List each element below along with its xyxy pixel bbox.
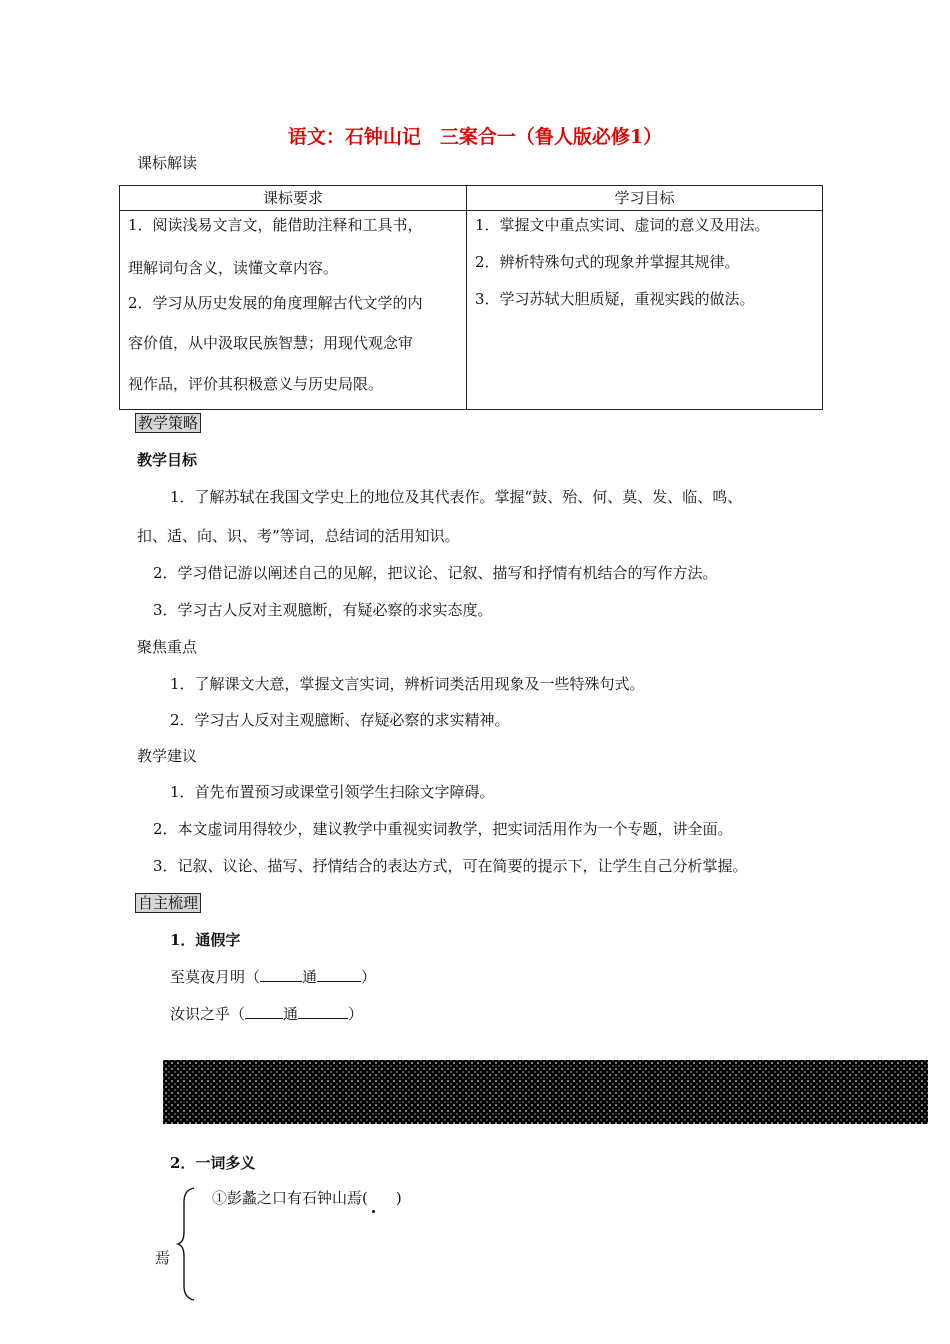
curly-brace-icon (176, 1186, 200, 1302)
goals-heading: 教学目标 (137, 451, 198, 469)
goal-text: 2．学习借记游以阐述自己的见解，把议论、记叙、描写和抒情有机结合的写作方法。 (153, 564, 718, 582)
focus-heading: 聚焦重点 (137, 638, 198, 656)
requirement-line: 视作品，评价其积极意义与历史局限。 (128, 375, 384, 393)
answer-blank[interactable] (317, 967, 361, 982)
page-title: 语文：石钟山记 三案合一（鲁人版必修1） (287, 126, 663, 148)
goal-line: 3．学习苏轼大胆质疑，重视实践的做法。 (475, 290, 755, 308)
duoyi-word: 焉 (155, 1249, 171, 1267)
halftone-banner (163, 1060, 928, 1124)
table-row (120, 211, 823, 410)
answer-blank[interactable] (298, 1004, 348, 1019)
duoyi-item-text: ①彭蠡之口有石钟山焉( (212, 1189, 368, 1207)
duoyi-item (212, 1188, 402, 1208)
table-header-goals: 学习目标 (467, 186, 823, 211)
focus-text: 1．了解课文大意，掌握文言实词，辨析词类活用现象及一些特殊句式。 (170, 675, 645, 693)
suggest-text: 1．首先布置预习或课堂引领学生扫除文字障碍。 (170, 783, 495, 801)
tongjia-tong: 通 (302, 968, 318, 986)
duoyi-item-close: ) (395, 1189, 402, 1207)
suggest-heading: 教学建议 (137, 747, 198, 765)
requirements-cell (120, 211, 467, 410)
goal-line: 1．掌握文中重点实词、虚词的意义及用法。 (475, 216, 770, 234)
tongjia-tong: 通 (283, 1005, 299, 1023)
goal-text: 3．学习古人反对主观臆断，有疑必察的求实态度。 (153, 601, 493, 619)
self-study-heading: 自主梳理 (135, 893, 201, 913)
table-header-requirements: 课标要求 (120, 186, 467, 211)
strategy-heading: 教学策略 (135, 413, 201, 433)
requirement-line: 2．学习从历史发展的角度理解古代文学的内 (128, 294, 423, 312)
goal-text: 1．了解苏轼在我国文学史上的地位及其代表作。掌握“鼓、殆、何、莫、发、临、鸣、 (170, 488, 743, 506)
requirement-line: 1．阅读浅易文言文，能借助注释和工具书， (128, 216, 423, 234)
goals-cell (467, 211, 823, 410)
standards-table (119, 185, 823, 410)
emphasis-dot (372, 1210, 375, 1213)
goal-line: 2．辨析特殊句式的现象并掌握其规律。 (475, 253, 740, 271)
requirement-line: 理解词句含义，读懂文章内容。 (128, 259, 339, 277)
answer-blank[interactable] (260, 967, 302, 982)
answer-blank[interactable] (245, 1004, 283, 1019)
section-standards-label: 课标解读 (137, 154, 198, 172)
tongjia-heading: 1．通假字 (170, 931, 241, 949)
tongjia-phrase: 汝识之乎（ (170, 1005, 246, 1023)
tongjia-phrase: 至莫夜月明（ (170, 968, 261, 986)
tongjia-item (170, 1004, 363, 1024)
tongjia-close: ） (361, 968, 377, 986)
focus-text: 2．学习古人反对主观臆断、存疑必察的求实精神。 (170, 711, 510, 729)
tongjia-item (170, 967, 376, 987)
suggest-text: 2．本文虚词用得较少，建议教学中重视实词教学，把实词活用作为一个专题，讲全面。 (153, 820, 733, 838)
requirement-line: 容价值，从中汲取民族智慧；用现代观念审 (128, 334, 414, 352)
suggest-text: 3．记叙、议论、描写、抒情结合的表达方式，可在简要的提示下，让学生自己分析掌握。 (153, 857, 748, 875)
table-header-row (120, 186, 823, 211)
duoyi-heading: 2．一词多义 (170, 1154, 256, 1172)
goal-text: 扣、适、向、识、考”等词，总结词的活用知识。 (137, 527, 460, 545)
tongjia-close: ） (348, 1005, 364, 1023)
